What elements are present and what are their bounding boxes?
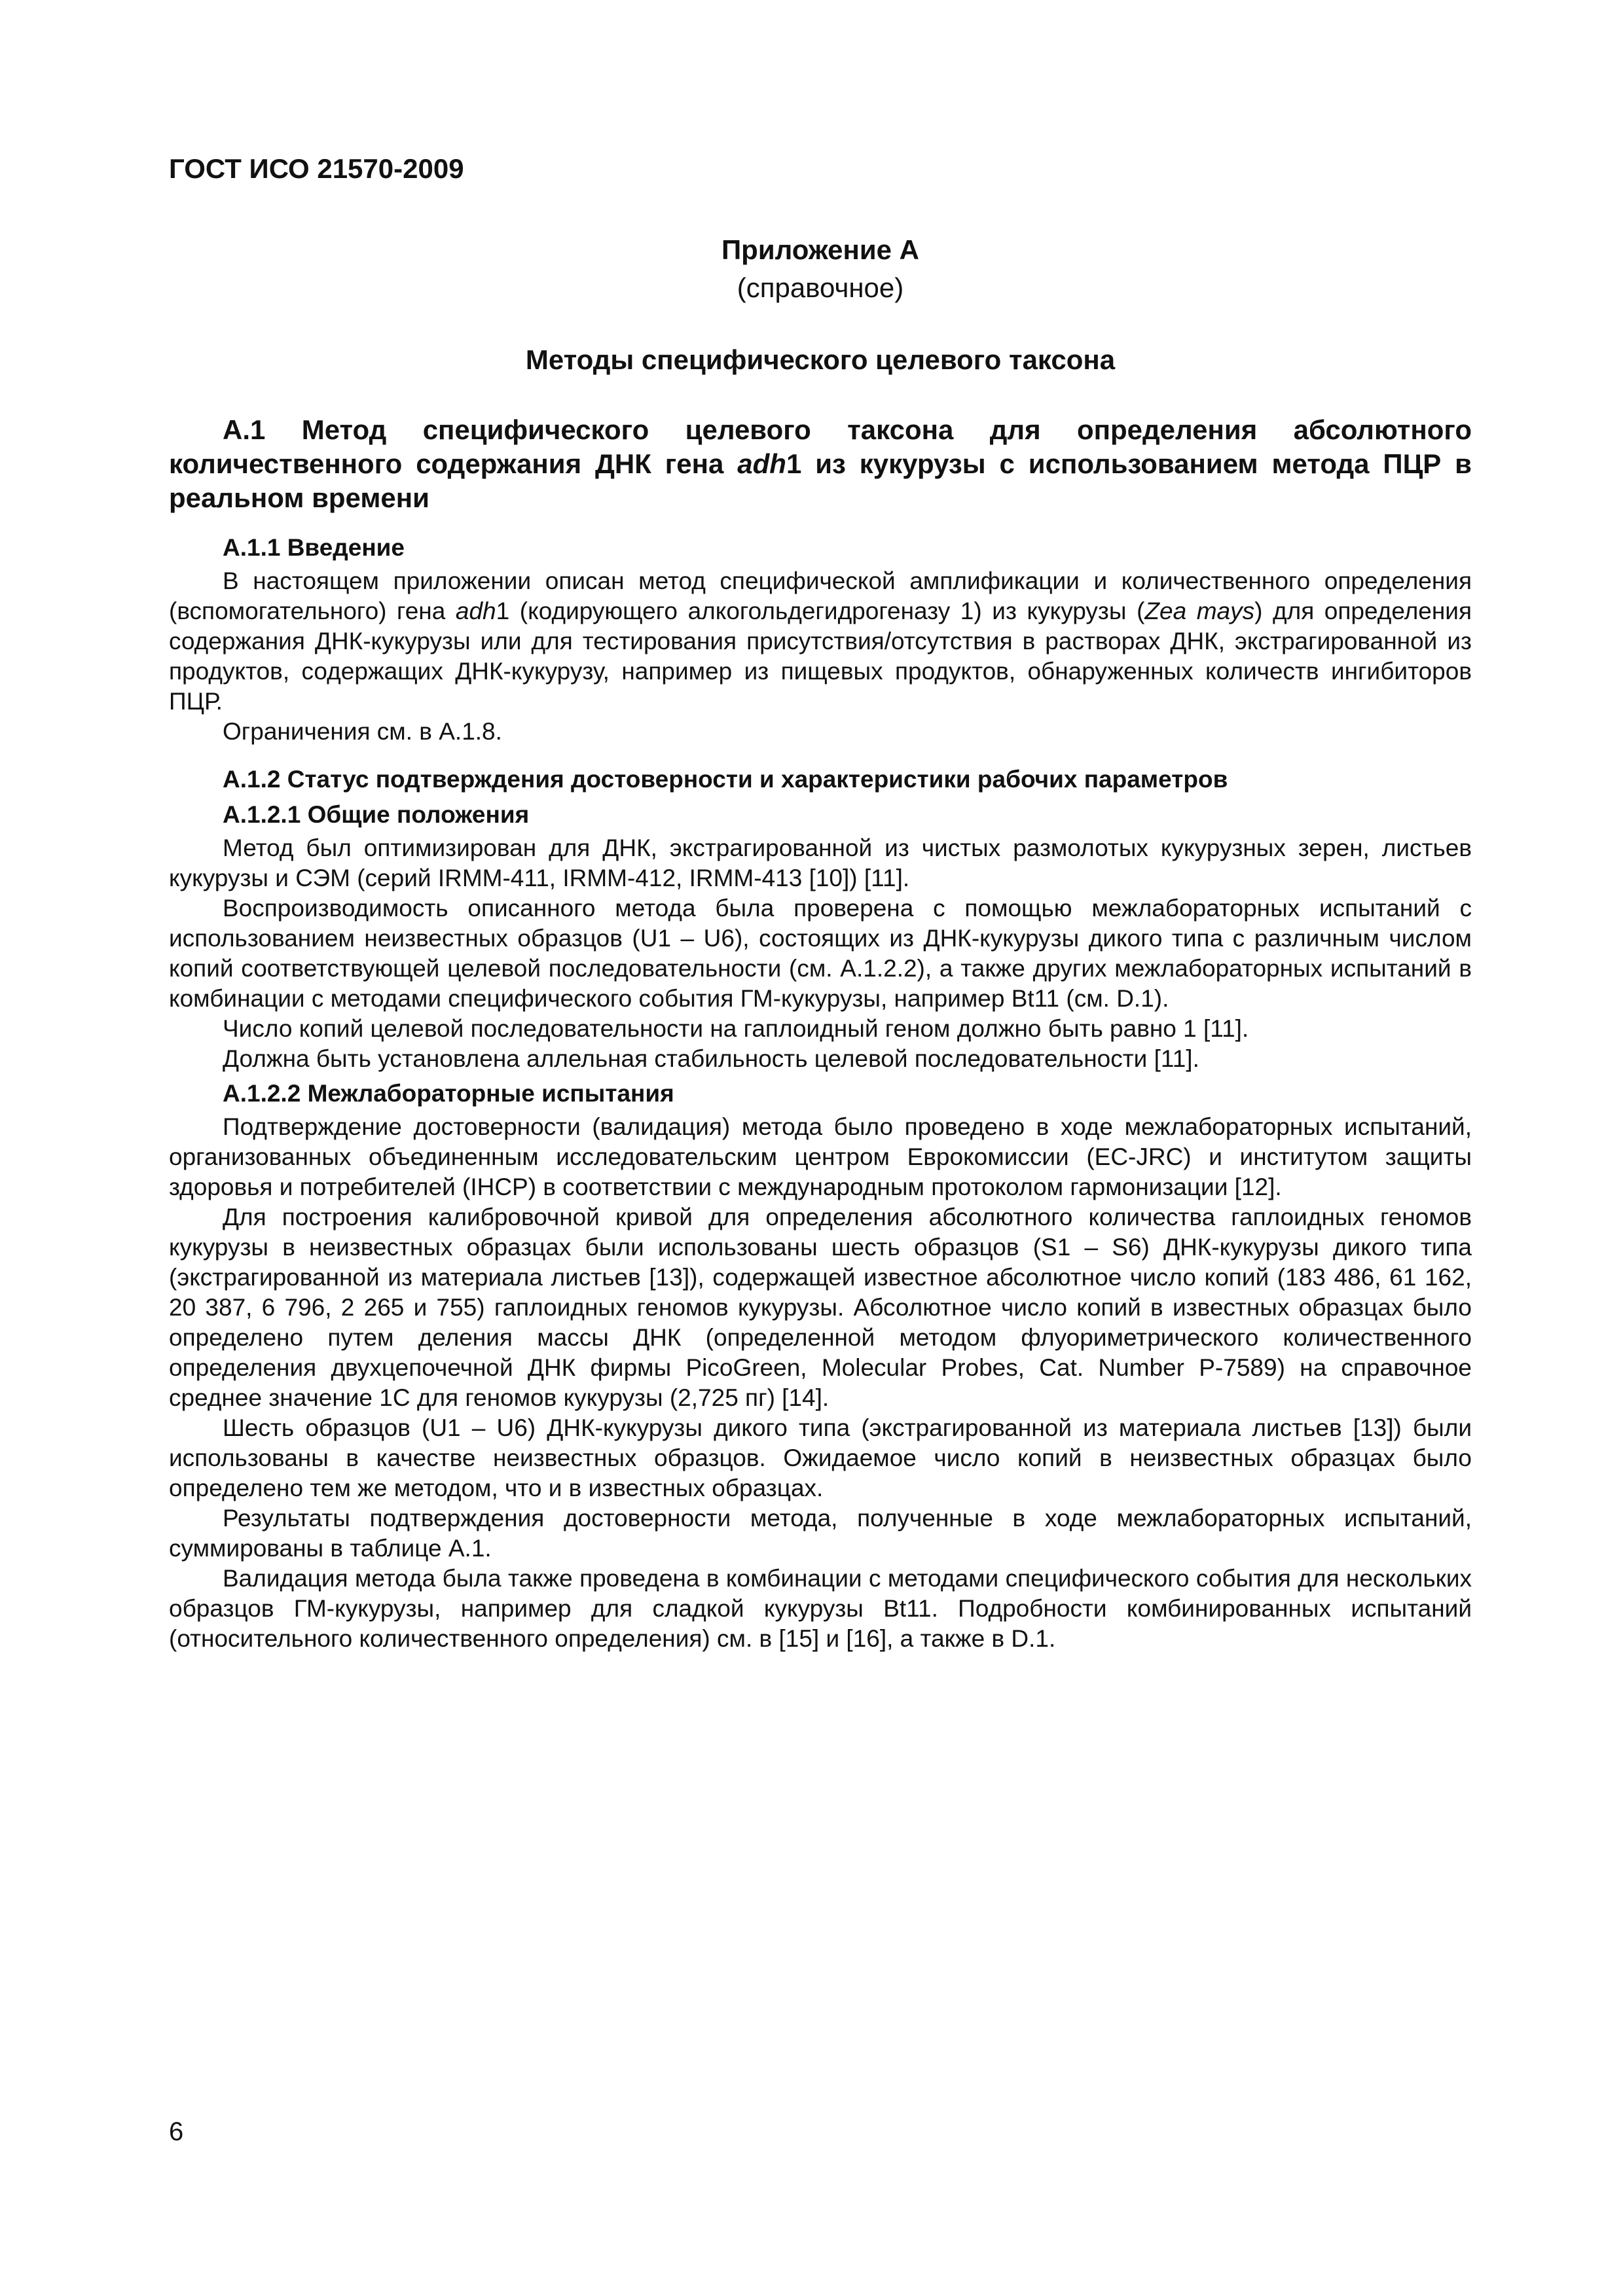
section-a121-paragraph-4: Должна быть установлена аллельная стабильность целевой последовательности [11]. <box>223 1045 1199 1072</box>
section-a121-paragraph-2: Воспроизводимость описанного метода была проверена с помощью межлабораторных испытаний с использованием неизвестных образцов (U1 – U6), состоящих из ДНК-кукурузы дикого типа с различным числом копий соответствующей целевой последовательности (см. А.1.2.2), а также других межлабораторных испытаний в комбинации с методами специфического события ГМ-кукурузы, например Bt11 (см. D.1). <box>169 895 1472 1012</box>
section-a1-title-part2: 1 из кукурузы с использованием метода ПЦР в реальном времени <box>169 448 1472 513</box>
section-a122-paragraph-1: Подтверждение достоверности (валидация) метода было проведено в ходе межлабораторных испытаний, организованных объединенным исследовательским центром Еврокомиссии (EC-JRC) и институтом защиты здоровья и потребителей (IHCP) в соответствии с международным протоколом гармонизации [12]. <box>169 1113 1472 1200</box>
section-a1-title-part1: А.1 Метод специфического целевого таксона для определения абсолютного количественного содержания ДНК гена <box>169 414 1472 479</box>
section-a12-heading: А.1.2 Статус подтверждения достоверности и характеристики рабочих параметров <box>223 766 1228 793</box>
section-a11-p1-gene: adh <box>455 598 496 624</box>
section-a1-title <box>169 413 1472 515</box>
annex-title: Приложение А <box>721 234 920 265</box>
section-a11-paragraph-2: Ограничения см. в А.1.8. <box>223 718 502 745</box>
section-a122-paragraph-4: Результаты подтверждения достоверности метода, полученные в ходе межлабораторных испытаний, суммированы в таблице А.1. <box>169 1505 1472 1562</box>
section-a11-p1-part3: ) для определения содержания ДНК-кукурузы или для тестирования присутствия/отсутствия в растворах ДНК, экстрагированной из продуктов, содержащих ДНК-кукурузу, например из пищевых продуктов, обнаруженных количеств ингибиторов ПЦР. <box>169 598 1472 715</box>
section-a121-heading: А.1.2.1 Общие положения <box>223 801 530 828</box>
document-page <box>169 149 1472 1654</box>
section-a11-p1-species: Zea mays <box>1144 598 1255 624</box>
page-number: 6 <box>169 2117 184 2146</box>
document-code: ГОСТ ИСО 21570-2009 <box>169 153 464 184</box>
section-a122-heading: А.1.2.2 Межлабораторные испытания <box>223 1080 674 1107</box>
section-a11-heading: А.1.1 Введение <box>223 534 405 561</box>
section-a11-p1-part2: 1 (кодирующего алкогольдегидрогеназу 1) из кукурузы ( <box>496 598 1145 624</box>
section-a11-p1-part1: В настоящем приложении описан метод специфической амплификации и количественного определения (вспомогательного) гена <box>169 567 1472 624</box>
section-a122-paragraph-5: Валидация метода была также проведена в комбинации с методами специфического события для нескольких образцов ГМ-кукурузы, например для сладкой кукурузы Bt11. Подробности комбинированных испытаний (относительного количественного определения) см. в [15] и [16], а также в D.1. <box>169 1565 1472 1652</box>
section-a121-paragraph-1: Метод был оптимизирован для ДНК, экстрагированной из чистых размолотых кукурузных зерен, листьев кукурузы и СЭМ (серий IRMM-411, IRMM-412, IRMM-413 [10]) [11]. <box>169 834 1472 891</box>
section-a1-title-gene: adh <box>737 448 786 479</box>
section-a122-paragraph-3: Шесть образцов (U1 – U6) ДНК-кукурузы дикого типа (экстрагированной из материала листьев [13]) были использованы в качестве неизвестных образцов. Ожидаемое число копий в неизвестных образцах было определено тем же методом, что и в известных образцах. <box>169 1414 1472 1501</box>
section-a121-paragraph-3: Число копий целевой последовательности на гаплоидный геном должно быть равно 1 [11]. <box>223 1015 1249 1042</box>
annex-subtitle: (справочное) <box>737 272 904 303</box>
section-a11-paragraph-1 <box>169 566 1472 717</box>
section-a122-paragraph-2: Для построения калибровочной кривой для определения абсолютного количества гаплоидных геномов кукурузы в неизвестных образцах были использованы шесть образцов (S1 – S6) ДНК-кукурузы дикого типа (экстрагированной из материала листьев [13]), содержащей известное абсолютное число копий (183 486, 61 162, 20 387, 6 796, 2 265 и 755) гаплоидных геномов кукурузы. Абсолютное число копий в известных образцах было определено путем деления массы ДНК (определенной методом флуориметрического количественного определения двухцепочечной ДНК фирмы PicoGreen, Molecular Probes, Cat. Number P-7589) на справочное среднее значение 1С для геномов кукурузы (2,725 пг) [14]. <box>169 1204 1472 1411</box>
annex-heading: Методы специфического целевого таксона <box>525 344 1116 375</box>
